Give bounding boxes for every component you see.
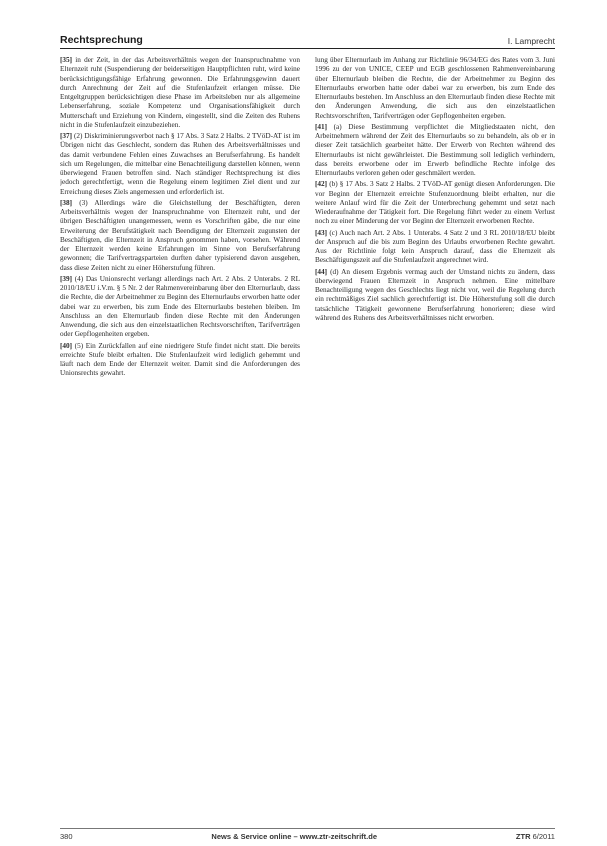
paragraph: [43] (c) Auch nach Art. 2 Abs. 1 Unterabs. 4 Satz 2 und 3 RL 2010/18/EU bleibt der Anspruch auf die bis zum Beginn des Urlaubs erworbenen Rechte gewahrt. Aus der Richtlinie folgt kein Anspruch darauf, dass die Elternzeit als Beschäftigungszeit auf die Stufenlaufzeit angerechnet wird. xyxy=(315,228,555,265)
article-author: I. Lamprecht xyxy=(507,36,555,46)
page-number: 380 xyxy=(60,832,73,841)
paragraph: [44] (d) An diesem Ergebnis vermag auch der Umstand nichts zu ändern, dass überwiegend Frauen Elternzeit in Anspruch nehmen. Eine mittelbare Benachteiligung wegen des Geschlechts liegt nicht vor, weil die Regelung durch ein rechtmäßiges Ziel sachlich gerechtfertigt ist. Die Höherstufung soll die durch tatsächliche Tätigkeit gewonnene Berufserfahrung honorieren; diese wird während des Ruhens des Arbeitsverhältnisses nicht erworben. xyxy=(315,267,555,322)
section-title: Rechtsprechung xyxy=(60,34,143,46)
paragraph: [37] (2) Diskriminierungsverbot nach § 17 Abs. 3 Satz 2 Halbs. 2 TVöD-AT ist im Übrigen nicht das Geschlecht, sondern das Ruhen des Arbeitsverhältnisses und das damit verbundene Fehlen eines Zuwachses an Berufserfahrung. Es handelt sich um Regelungen, die mittelbar eine Benachteiligung darstellen können, wenn überwiegend Frauen betroffen sind. Nach ständiger Rechtsprechung ist dies jedoch gerechtfertigt, wenn die Regelung einem legitimen Ziel dient und zur Erreichung dieses Ziels angemessen und erforderlich ist. xyxy=(60,132,300,196)
paragraph: [39] (4) Das Unionsrecht verlangt allerdings nach Art. 2 Abs. 2 Unterabs. 2 RL 2010/18/EU i.V.m. § 5 Nr. 2 der Rahmenvereinbarung über den Elternurlaub, dass die Rechte, die der Arbeitnehmer zu Beginn des Elternurlaubs erworben hatte oder dabei war zu erwerben, bis zum Ende des Elternurlaubs bestehen bleiben. Im Anschluss an den Elternurlaub finden diese Rechte mit den Änderungen Anwendung, die sich aus den einzelstaatlichen Rechtsvorschriften, Tarifverträgen oder Gepflogenheiten ergeben. xyxy=(60,274,300,339)
paragraph: [40] (5) Ein Zurückfallen auf eine niedrigere Stufe findet nicht statt. Die bereits erreichte Stufe bleibt erhalten. Die Stufenlaufzeit wird lediglich gehemmt und läuft nach dem Ende der Elternzeit weiter. Damit sind die Anforderungen des Unionsrechts gewahrt. xyxy=(60,341,300,378)
page-footer xyxy=(60,828,555,841)
body-columns xyxy=(60,56,555,818)
right-column xyxy=(315,56,555,818)
issue-number: 6/2011 xyxy=(532,832,555,841)
left-column xyxy=(60,56,300,818)
journal-name: ZTR xyxy=(515,832,531,841)
paragraph: lung über Elternurlaub im Anhang zur Richtlinie 96/34/EG des Rates vom 3. Juni 1996 zu der von UNICE, CEEP und EGB geschlossenen Rahmenvereinbarung über Elternurlaub bleiben die Rechte, die der Arbeitnehmer zu Beginn des Elternurlaubs erworben hatte oder dabei war zu erwerben, bis zum Ende des Elternurlaubs bestehen. Im Anschluss an den Elternurlaub finden diese Rechte mit den Änderungen Anwendung, die sich aus den einzelstaatlichen Rechtsvorschriften, Tarifverträgen oder Gepflogenheiten ergeben. xyxy=(315,56,555,120)
paragraph: [42] (b) § 17 Abs. 3 Satz 2 Halbs. 2 TVöD-AT genügt diesen Anforderungen. Die vor Beginn der Elternzeit erreichte Stufenzuordnung bleibt erhalten, nur die weitere Anlauf wird für die Zeit der Unterbrechung gehemmt und setzt nach Wiederaufnahme der Tätigkeit fort. Die Regelung führt weder zu einem Verlust noch zu einer Minderung der vor Beginn der Elternzeit erworbenen Rechte. xyxy=(315,180,555,226)
page-header xyxy=(60,30,555,49)
issue-label xyxy=(516,832,555,841)
paragraph: [41] (a) Diese Bestimmung verpflichtet die Mitgliedstaaten nicht, den Arbeitnehmern während der Zeit des Elternurlaubs so zu behandeln, als ob er in dieser Zeit tatsächlich gearbeitet hätte. Der Erwerb von Rechten während des Elternurlaubs ist nicht gewährleistet. Die Bestimmung soll lediglich verhindern, dass bereits erworbene oder im Erwerb befindliche Rechte infolge des Elternurlaubs verloren gehen oder geschmälert werden. xyxy=(315,122,555,177)
paragraph: [38] (3) Allerdings wäre die Gleichstellung der Beschäftigten, deren Arbeitsverhältnis wegen der Inanspruchnahme von Elternzeit ruht, und der übrigen Beschäftigten unangemessen, wenn es Vorschriften gäbe, die nur eine Erweiterung der Berufstätigkeit nach Beendigung der Elternzeit zugunsten der Beschäftigten, die Elternzeit in Anspruch genommen haben, vorsehen. Während der Elternzeit werden keine Erfahrungen im Sinne von Berufserfahrung gewonnen; die Tarifvertragsparteien durften daher typisierend davon ausgehen, dass diese Zeiten nicht zu einer Höherstufung führen. xyxy=(60,198,300,272)
paragraph: [35] in der Zeit, in der das Arbeitsverhältnis wegen der Inanspruchnahme von Elternzeit ruht (Suspendierung der beiderseitigen Hauptpflichten ruht, wird keine berücksichtigungsfähige Erfahrung gewonnen. Die Erfahrungsgewinn dauert durch Anrechnung der Zeit auf die Stufenlaufzeit erlangen müsse. Die Entgeltgruppen berücksichtigen diese Phase im Arbeitsleben nur als allgemeine Lebenserfahrung, soziale Kompetenz und Organisationsfähigkeit durch Mutterschaft und Erziehung von Kindern, eingestellt, sind die Zeiten des Ruhens nicht in die Stufenlaufzeit einzubeziehen. xyxy=(60,56,300,129)
website-link[interactable]: News & Service online – www.ztr-zeitschrift.de xyxy=(211,832,378,841)
